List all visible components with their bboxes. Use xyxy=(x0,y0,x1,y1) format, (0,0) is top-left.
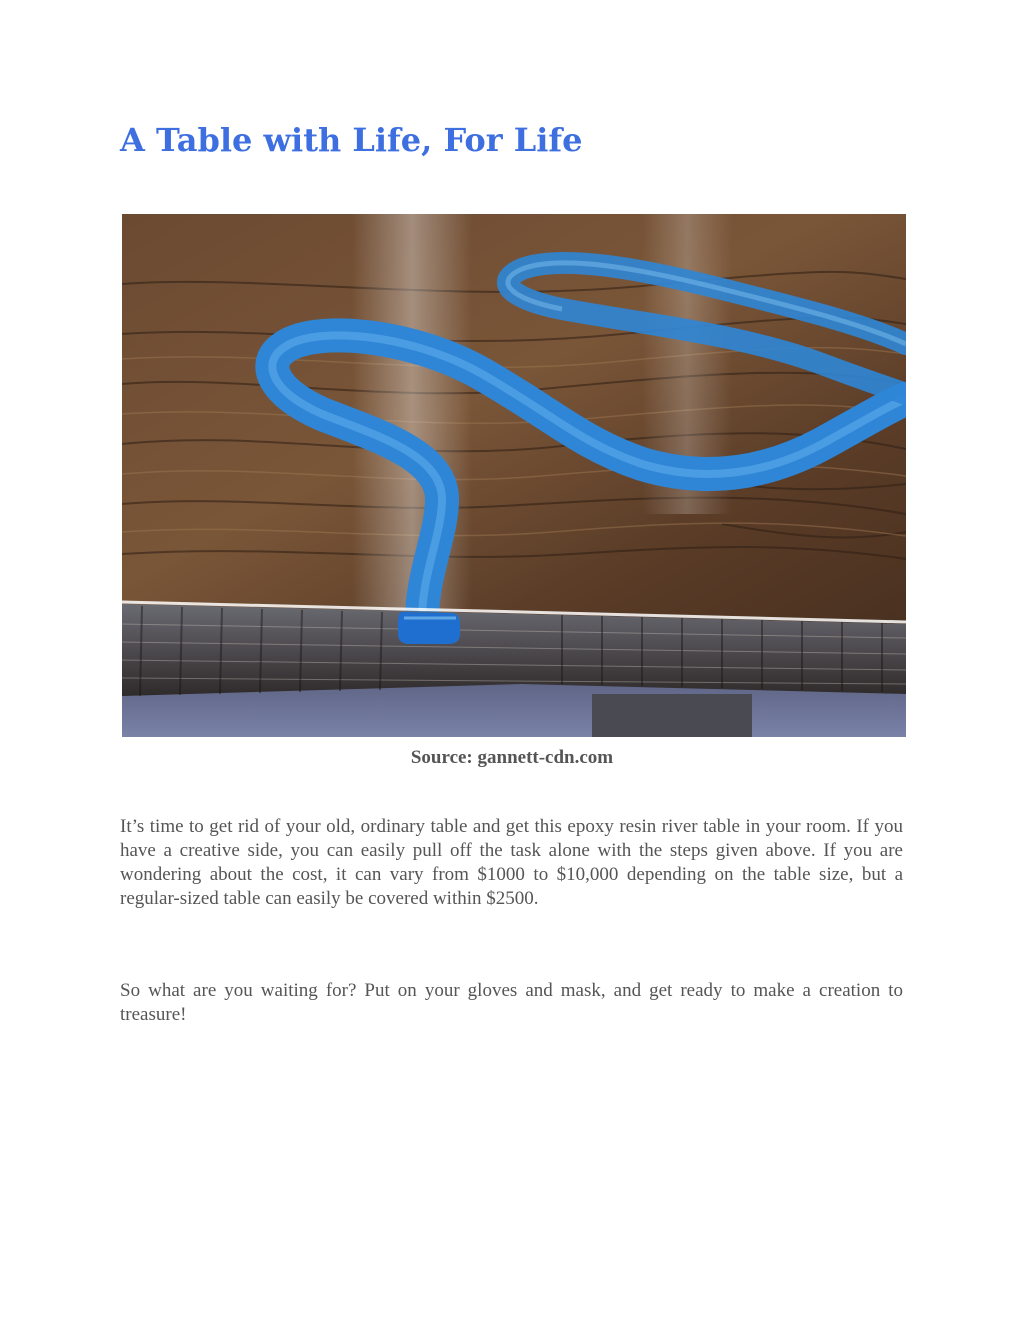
page-title: A Table with Life, For Life xyxy=(120,121,583,159)
image-caption: Source: gannett-cdn.com xyxy=(410,747,614,768)
body-paragraph: It’s time to get rid of your old, ordinary table and get this epoxy resin river table in your room. If you have a creative side, you can easily pull off the task alone with the steps given above. If you are wondering about the cost, it can vary from $1000 to $10,000 depending on the table size, but a regular-sized table can easily be covered within $2500. xyxy=(120,816,903,909)
river-table-photo xyxy=(122,214,906,737)
body-paragraph: So what are you waiting for? Put on your gloves and mask, and get ready to make a creation to treasure! xyxy=(120,980,903,1025)
river-table-illustration xyxy=(122,214,906,737)
